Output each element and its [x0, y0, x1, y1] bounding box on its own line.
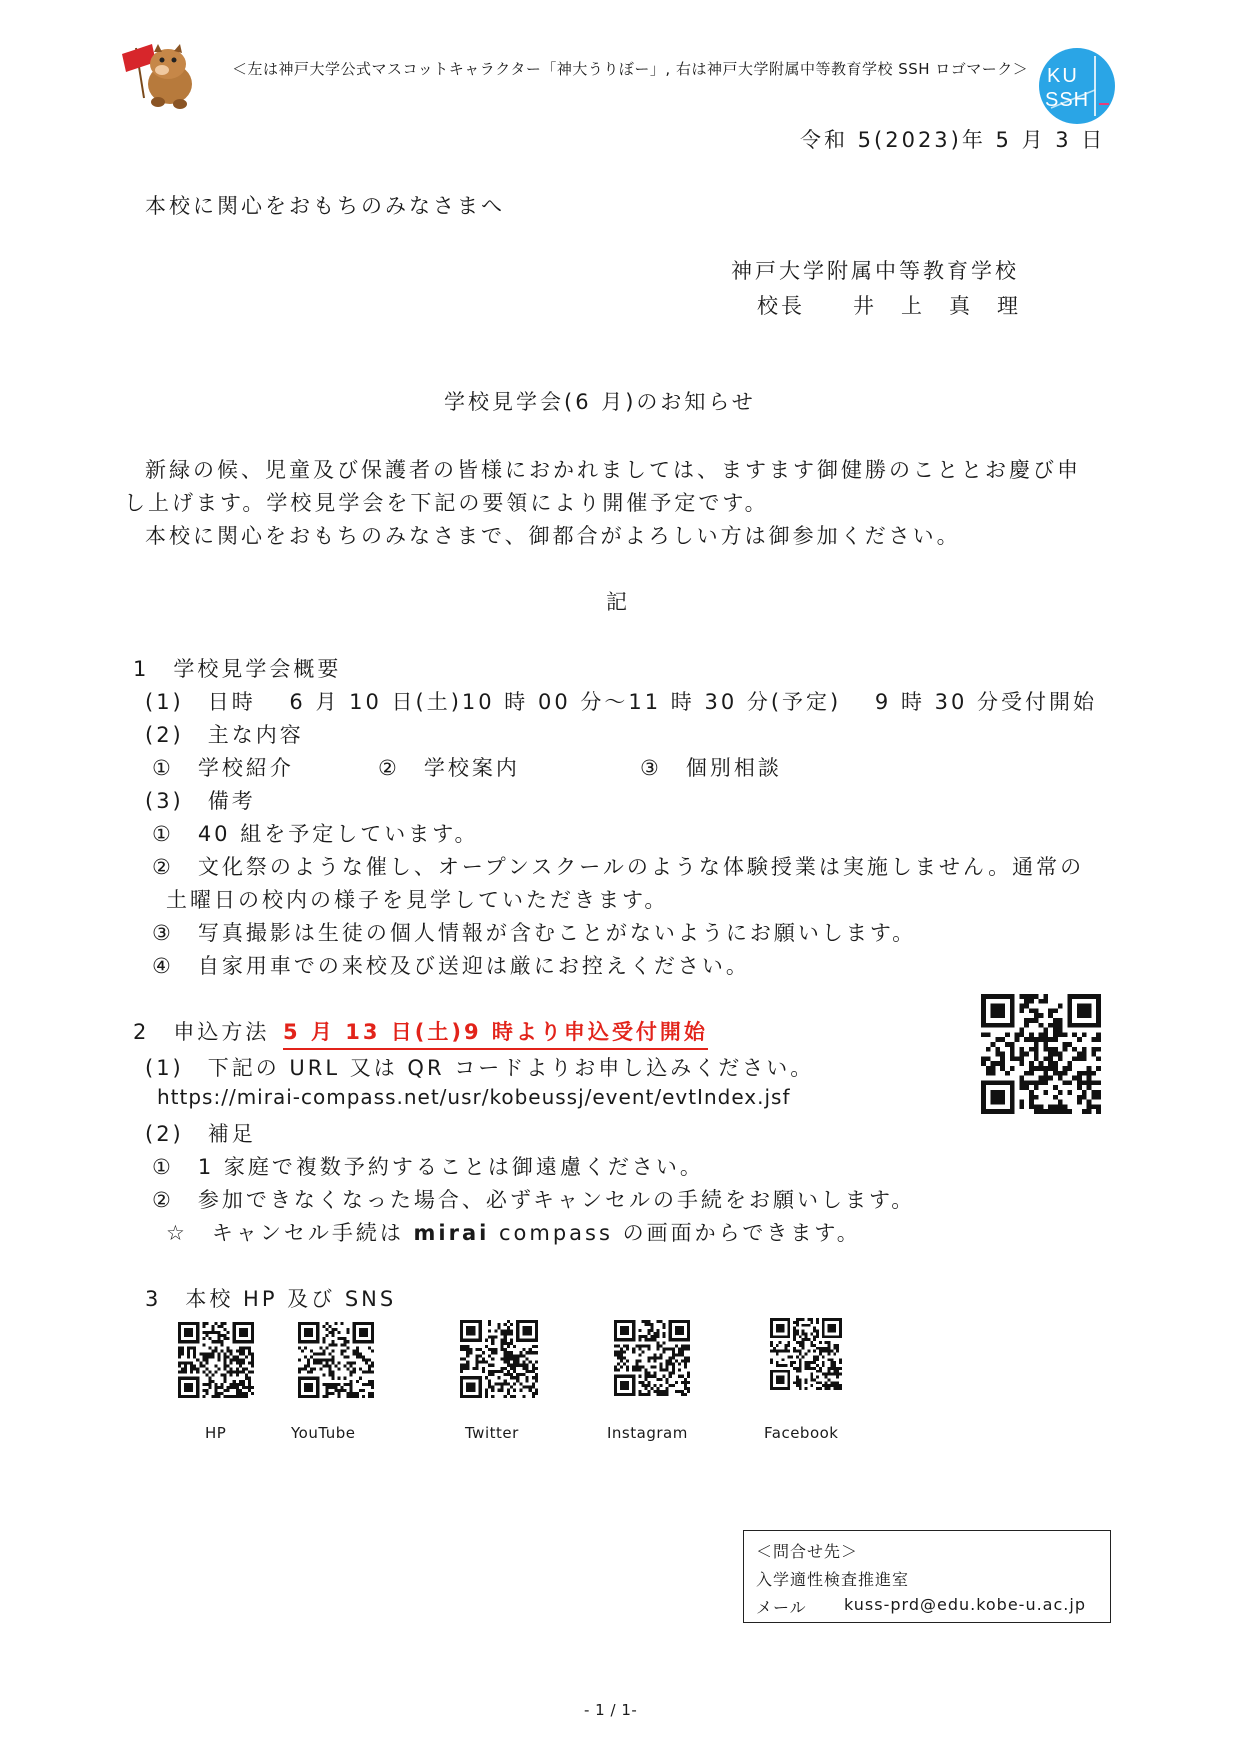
note-3: ③ 写真撮影は生徒の個人情報が含むことがないようにお願いします。 [152, 921, 917, 945]
hp-qr-code[interactable] [178, 1322, 254, 1398]
sender-school: 神戸大学附属中等教育学校 [731, 259, 1019, 283]
application-url[interactable]: https://mirai-compass.net/usr/kobeussj/event/evtIndex.jsf [157, 1085, 791, 1109]
supp-3-prefix: ☆ キャンセル手続は [166, 1221, 414, 1245]
contact-label: ＜問合せ先＞ [756, 1542, 859, 1561]
note-1: ① 40 組を予定しています。 [152, 822, 479, 846]
supp-3-suffix: compass の画面からできます。 [489, 1221, 861, 1245]
note-2a: ② 文化祭のような催し、オープンスクールのような体験授業は実施しません。通常の [152, 855, 1085, 879]
supp-1: ① 1 家庭で複数予約することは御遠慮ください。 [152, 1155, 704, 1179]
section2-supp-heading: (2) 補足 [145, 1122, 256, 1146]
section1-heading: 1 学校見学会概要 [133, 657, 342, 681]
note-2b: 土曜日の校内の様子を見学していただきます。 [166, 888, 669, 912]
mascot-image [118, 40, 198, 116]
addressee: 本校に関心をおもちのみなさまへ [145, 194, 505, 218]
qr-label-instagram: Instagram [607, 1424, 688, 1442]
ki-marker: 記 [606, 590, 630, 614]
qr-label-twitter: Twitter [465, 1424, 519, 1442]
instagram-qr-code[interactable] [614, 1320, 690, 1396]
content-item-school-intro: ① 学校紹介 [152, 756, 294, 780]
facebook-qr-code[interactable] [770, 1318, 842, 1390]
contact-email[interactable]: kuss-prd@edu.kobe-u.ac.jp [844, 1595, 1086, 1614]
section2-heading: 2 申込方法 [133, 1020, 270, 1044]
svg-text:KU: KU [1047, 65, 1079, 87]
youtube-qr-code[interactable] [298, 1322, 374, 1398]
page-number: - 1 / 1- [584, 1701, 638, 1719]
section2-apply-line: (1) 下記の URL 又は QR コードよりお申し込みください。 [145, 1056, 815, 1080]
section3-heading: 3 本校 HP 及び SNS [145, 1287, 397, 1311]
document-title: 学校見学会(6 月)のお知らせ [444, 390, 756, 414]
twitter-qr-code[interactable] [460, 1320, 538, 1398]
intro-line-3: 本校に関心をおもちのみなさまで、御都合がよろしい方は御参加ください。 [145, 524, 961, 548]
supp-3-bold: mirai [413, 1221, 490, 1245]
application-start-highlight: 5 月 13 日(土)9 時より申込受付開始 [283, 1016, 708, 1050]
content-item-consultation: ③ 個別相談 [640, 756, 782, 780]
intro-line-1: 新緑の候、児童及び保護者の皆様におかれましては、ますます御健勝のこととお慶び申 [145, 458, 1081, 482]
supp-2: ② 参加できなくなった場合、必ずキャンセルの手続をお願いします。 [152, 1188, 916, 1212]
contact-office: 入学適性検査推進室 [756, 1570, 910, 1589]
ssh-logo [1037, 46, 1117, 126]
content-item-school-tour: ② 学校案内 [378, 756, 520, 780]
qr-label-facebook: Facebook [764, 1424, 839, 1442]
document-date: 令和 5(2023)年 5 月 3 日 [800, 128, 1106, 152]
qr-label-youtube: YouTube [291, 1424, 356, 1442]
application-qr-code[interactable] [981, 994, 1101, 1114]
contact-mail-label: メール [756, 1598, 807, 1617]
section1-datetime: (1) 日時 6 月 10 日(土)10 時 00 分～11 時 30 分(予定) 9 時 30 分受付開始 [145, 690, 1098, 714]
contact-box [743, 1530, 1111, 1623]
sender-principal: 校長 井 上 真 理 [757, 294, 1021, 318]
note-4: ④ 自家用車での来校及び送迎は厳にお控えください。 [152, 954, 750, 978]
header-caption: ＜左は神戸大学公式マスコットキャラクター「神大うりぼー」, 右は神戸大学附属中等教育学校 SSH ロゴマーク＞ [232, 60, 1029, 78]
section1-content-heading: (2) 主な内容 [145, 723, 304, 747]
qr-label-hp: HP [205, 1424, 227, 1442]
supp-3 [166, 1217, 861, 1247]
svg-text:SSH: SSH [1045, 89, 1090, 111]
section1-notes-heading: (3) 備考 [145, 789, 256, 813]
intro-line-2: し上げます。学校見学会を下記の要領により開催予定です。 [124, 491, 769, 515]
